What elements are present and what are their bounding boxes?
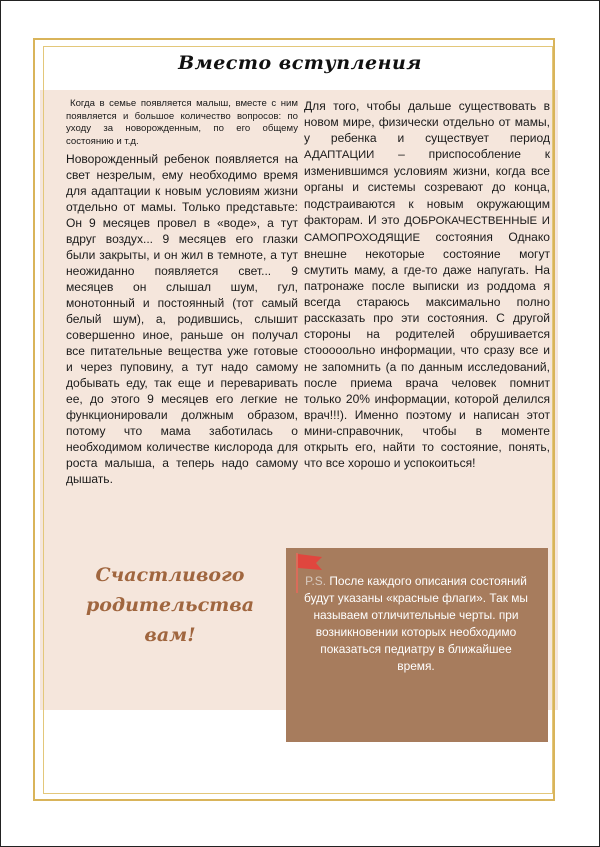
newborn-paragraph: Новорожденный ребенок появляется на свет незрелым, ему необходимо время для адаптации к новым условиям жизни отдельно от мамы. Только представьте: Он 9 месяцев провел в «воде», а тут вдруг воздух... 9 месяцев его глазки были закрыты, и он жил в темноте, а тут неожиданно появляется свет... 9 месяцев он слышал шум, гул, монотонный и постоянный (тот самый белый шум), а, родившись, слышит совершенно иное, раньше он получал все питательные вещества уже готовые и через пуповину, а тут надо самому добывать еду, так еще и переваривать ее, до этого 9 месяцев его легкие не функционировали должным образом, потому что мама заботилась о необходимом количестве кислорода для роста малыша, а теперь надо самому дышать. xyxy=(66,152,298,486)
left-column xyxy=(66,98,298,487)
adaptation-term: АДАПТАЦИИ xyxy=(304,149,375,162)
right-column xyxy=(304,98,550,471)
adaptation-text-1: Для того, чтобы дальше существовать в новом мире, физически отдельно от мамы, у ребенка и существует период xyxy=(304,99,550,146)
wish-line-1: Счастливого xyxy=(95,564,245,586)
ps-body: После каждого описания состояний будут указаны «красные флаги». Так мы называем отличительные черты. при возникновении которых необходимо показаться педиатру в ближайшее время. xyxy=(304,574,528,673)
states-word: состояния xyxy=(435,229,493,244)
page-title: Вместо вступления xyxy=(178,52,422,74)
wish-line-2: родительства xyxy=(85,594,255,616)
adaptation-text-2: – приспособление к изменившимся условиям жизни, когда все органы и системы созревают до конца, подстраиваются к новым окружающим факторам. И это xyxy=(304,147,550,227)
wish-text xyxy=(70,560,270,650)
wish-line-3: вам! xyxy=(144,624,196,646)
ps-label: P.S. xyxy=(305,574,327,588)
ps-note xyxy=(300,573,532,675)
adaptation-paragraph xyxy=(304,98,550,471)
benign-term: ДОБРОКАЧЕСТВЕННЫЕ И САМОПРОХОДЯЩИЕ xyxy=(304,214,550,244)
reassurance-text: Однако внешне некоторые состояние могут смутить маму, а где-то даже напугать. На патронаже после выписки из роддома я всегда стараюсь максимально полно рассказать про эти состояния. С другой стороны на родителей обрушивается стооооольно информации, что сразу все и не запомнить (а по данным исследований, после приема врача человек помнит только 20% информации, которой делился врач!!!). Именно поэтому и написан этот мини-справочник, чтобы в моменте открыть его, найти то состояние, понять, что все хорошо и успокоиться! xyxy=(304,229,550,471)
intro-paragraph: Когда в семье появляется малыш, вместе с ним появляется и большое количество вопросов: по уходу за новорожденным, по его общему состоянию и т.д. xyxy=(66,98,298,147)
